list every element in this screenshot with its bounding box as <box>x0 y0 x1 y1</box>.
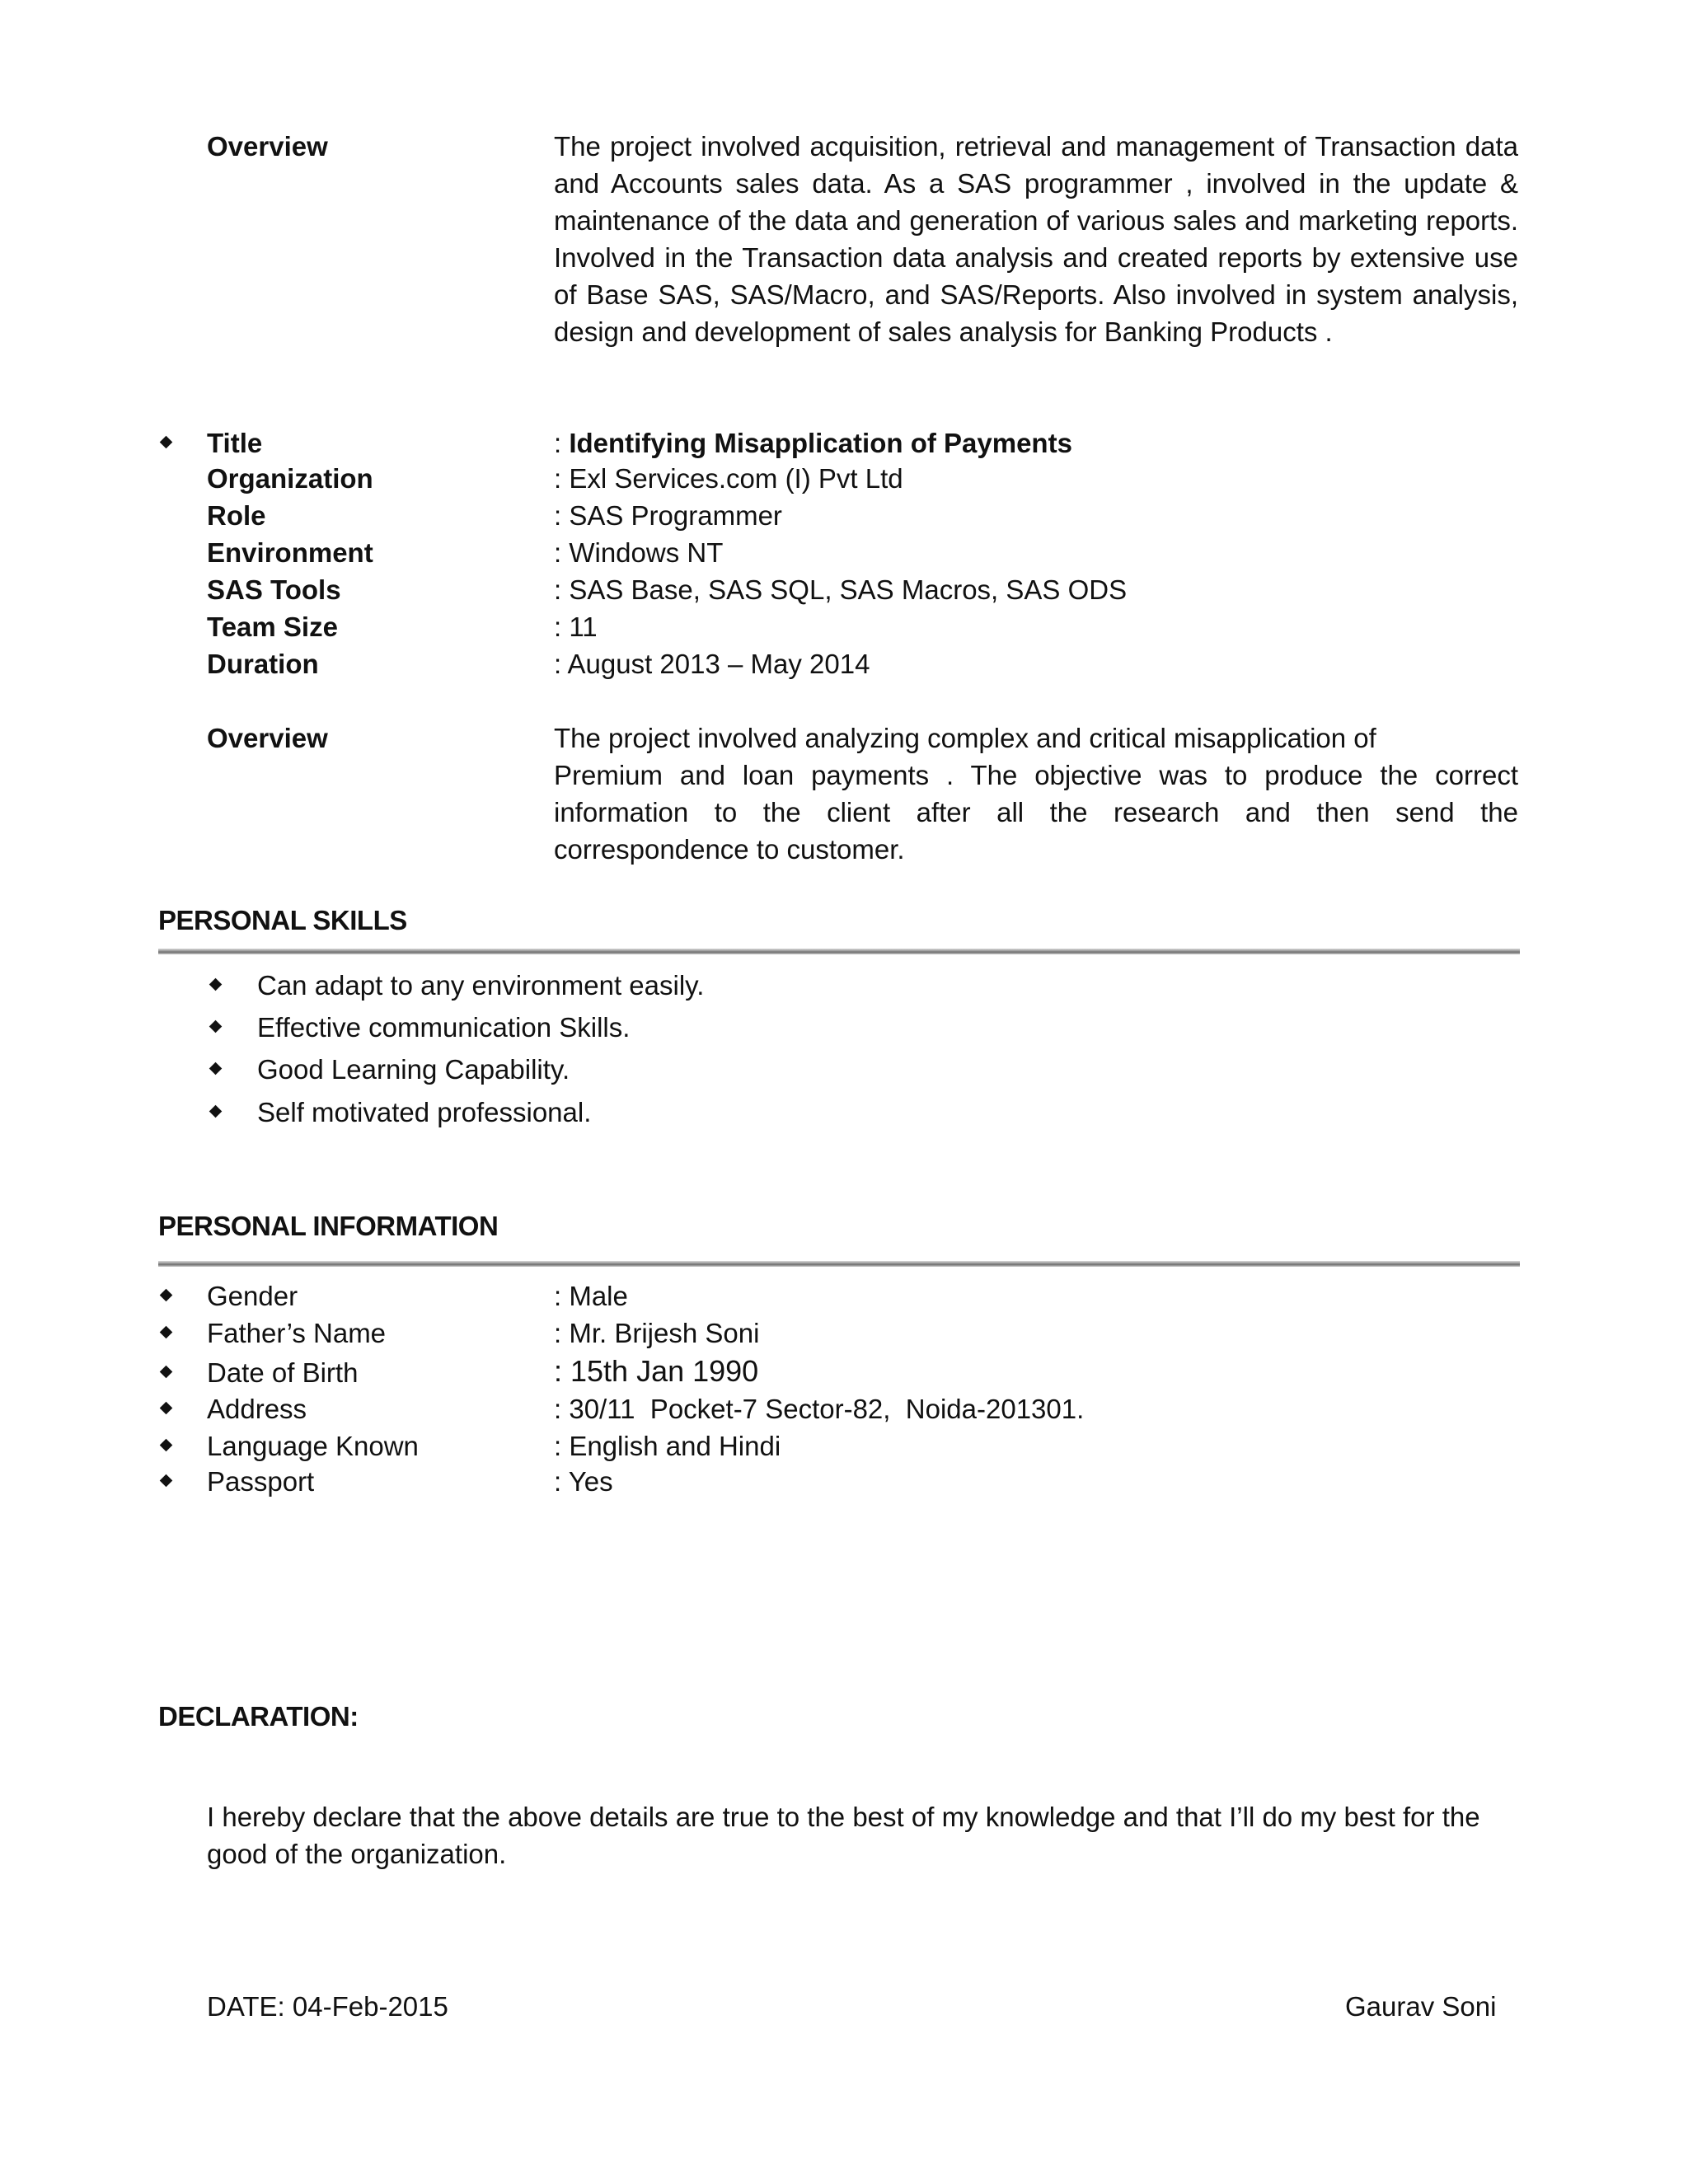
info-bullet-icon <box>160 1326 173 1339</box>
info-passport-value: : Yes <box>554 1466 613 1497</box>
project2-organization-value: : Exl Services.com (I) Pvt Ltd <box>554 463 903 494</box>
project2-sas-tools-value: : SAS Base, SAS SQL, SAS Macros, SAS ODS <box>554 574 1128 605</box>
project1-overview-text: The project involved acquisition, retrieval and management of Transaction data and Accounts sales data. As a SAS programmer , involved in the update & maintenance of the data and generation of various sales and marketing reports. Involved in the Transaction data analysis and created reports by extensive use of Base SAS, SAS/Macro, and SAS/Reports. Also involved in system analysis, design and development of sales analysis for Banking Products . <box>554 131 1518 347</box>
project2-duration-value: : August 2013 – May 2014 <box>554 649 870 679</box>
signatory-name: Gaurav Soni <box>1345 1991 1497 2022</box>
declaration-text: I hereby declare that the above details are true to the best of my knowledge and that I’ll do my best for the good of the organization. <box>207 1802 1480 1869</box>
skill-bullet-icon <box>209 1062 223 1076</box>
skill-item: Can adapt to any environment easily. <box>257 970 705 1001</box>
personal-skills-divider <box>158 949 1520 954</box>
info-bullet-icon <box>160 1289 173 1302</box>
project2-title-name: Identifying Misapplication of Payments <box>569 428 1072 458</box>
info-bullet-icon <box>160 1474 173 1488</box>
info-father-name-value: : Mr. Brijesh Soni <box>554 1318 760 1348</box>
personal-skills-heading: PERSONAL SKILLS <box>158 905 407 935</box>
project2-title-label: Title <box>207 428 263 458</box>
info-bullet-icon <box>160 1402 173 1415</box>
skill-bullet-icon <box>209 978 223 991</box>
project2-overview-label: Overview <box>207 723 328 753</box>
info-gender-label: Gender <box>207 1281 298 1311</box>
project1-overview-label: Overview <box>207 131 328 162</box>
info-passport-label: Passport <box>207 1466 315 1497</box>
project2-organization-label: Organization <box>207 463 373 494</box>
info-bullet-icon <box>160 1439 173 1452</box>
project2-overview-line1: The project involved analyzing complex and critical misapplication of <box>554 723 1376 753</box>
info-language-value: : English and Hindi <box>554 1431 781 1461</box>
info-gender-value: : Male <box>554 1281 628 1311</box>
project2-environment-value: : Windows NT <box>554 537 724 568</box>
skill-item: Good Learning Capability. <box>257 1054 570 1085</box>
project2-overview-text: Premium and loan payments . The objective was to produce the correct information to the client after all the research and then send the correspondence to customer. <box>554 760 1518 865</box>
info-dob-value: : 15th Jan 1990 <box>554 1354 759 1388</box>
project2-team-size-value: : 11 <box>554 612 598 642</box>
skill-item: Effective communication Skills. <box>257 1012 631 1043</box>
skill-item: Self motivated professional. <box>257 1097 592 1127</box>
info-bullet-icon <box>160 1366 173 1379</box>
project2-role-label: Role <box>207 500 266 531</box>
project2-environment-label: Environment <box>207 537 373 568</box>
project2-title-value: : Identifying Misapplication of Payments <box>554 428 1072 458</box>
info-dob-label: Date of Birth <box>207 1357 359 1388</box>
personal-information-divider <box>158 1261 1520 1267</box>
project2-role-value: : SAS Programmer <box>554 500 782 531</box>
declaration-date: DATE: 04-Feb-2015 <box>207 1991 448 2022</box>
project2-bullet-icon <box>160 436 173 449</box>
info-address-label: Address <box>207 1394 307 1424</box>
declaration-heading: DECLARATION: <box>158 1701 359 1732</box>
skill-bullet-icon <box>209 1020 223 1033</box>
info-address-value: : 30/11 Pocket-7 Sector-82, Noida-201301. <box>554 1394 1085 1424</box>
info-father-name-label: Father’s Name <box>207 1318 387 1348</box>
info-language-label: Language Known <box>207 1431 419 1461</box>
personal-information-heading: PERSONAL INFORMATION <box>158 1211 499 1241</box>
project2-team-size-label: Team Size <box>207 612 338 642</box>
skill-bullet-icon <box>209 1105 223 1118</box>
project2-duration-label: Duration <box>207 649 319 679</box>
project2-sas-tools-label: SAS Tools <box>207 574 341 605</box>
